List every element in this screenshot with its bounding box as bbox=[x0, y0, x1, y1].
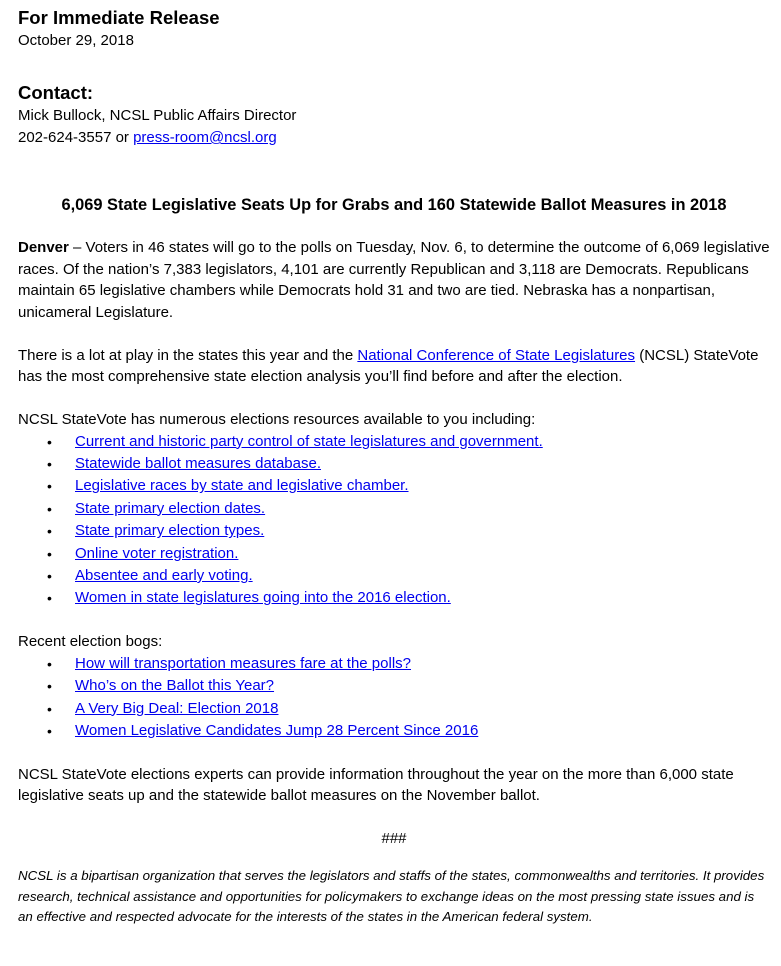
headline: 6,069 State Legislative Seats Up for Grabs and 160 Statewide Ballot Measures in 2018 bbox=[61, 196, 727, 214]
blog-link[interactable]: How will transportation measures fare at the polls? bbox=[75, 654, 411, 672]
bullet-icon: • bbox=[47, 500, 52, 517]
intro-paragraph bbox=[18, 237, 770, 323]
contact-line bbox=[18, 127, 770, 149]
resource-link[interactable]: Statewide ballot measures database. bbox=[75, 454, 321, 472]
list-item bbox=[18, 720, 770, 742]
bullet-icon: • bbox=[47, 700, 52, 717]
list-item bbox=[18, 565, 770, 587]
bullet-icon: • bbox=[47, 567, 52, 584]
intro-text: – Voters in 46 states will go to the polls on Tuesday, Nov. 6, to determine the outcome of 6,069 legislative races. Of the nation’s 7,383 legislators, 4,101 are currently Republican and 3,118 are Democrats. Republicans maintain 65 legislative chambers while Democrats hold 31 and two are tied. Nebraska has a nonpartisan, unicameral Legislature. bbox=[18, 239, 770, 321]
resource-link[interactable]: State primary election types. bbox=[75, 522, 265, 540]
resource-link[interactable]: Legislative races by state and legislative chamber. bbox=[75, 477, 409, 495]
contact-heading: Contact: bbox=[18, 82, 94, 103]
end-marker: ### bbox=[381, 830, 407, 848]
contact-phone: 202-624-3557 or bbox=[18, 129, 134, 146]
ncsl-link[interactable]: National Conference of State Legislatures bbox=[357, 346, 636, 364]
list-item bbox=[18, 431, 770, 453]
bullet-icon: • bbox=[47, 523, 52, 540]
list-item bbox=[18, 675, 770, 697]
list-item bbox=[18, 453, 770, 475]
list-item bbox=[18, 475, 770, 497]
blogs-list bbox=[18, 653, 770, 743]
statevote-before: There is a lot at play in the states this year and the bbox=[18, 346, 358, 364]
release-date: October 29, 2018 bbox=[18, 32, 134, 49]
list-item bbox=[18, 520, 770, 542]
resource-link[interactable]: Absentee and early voting. bbox=[75, 566, 253, 584]
bullet-icon: • bbox=[47, 590, 52, 607]
list-item bbox=[18, 698, 770, 720]
bullet-icon: • bbox=[47, 478, 52, 495]
list-item bbox=[18, 653, 770, 675]
resource-link[interactable]: State primary election dates. bbox=[75, 499, 266, 517]
bullet-icon: • bbox=[47, 655, 52, 672]
list-item bbox=[18, 498, 770, 520]
list-item bbox=[18, 543, 770, 565]
resources-intro: NCSL StateVote has numerous elections resources available to you including: bbox=[18, 411, 536, 428]
statevote-after: (NCSL) StateVote has the most comprehensive state election analysis you’ll find before and after the election. bbox=[18, 346, 759, 385]
blog-link[interactable]: A Very Big Deal: Election 2018 bbox=[75, 699, 279, 717]
resources-list bbox=[18, 431, 770, 610]
resource-link[interactable]: Women in state legislatures going into the 2016 election. bbox=[75, 589, 451, 607]
bullet-icon: • bbox=[47, 433, 52, 450]
blog-link[interactable]: Women Legislative Candidates Jump 28 Percent Since 2016 bbox=[75, 721, 479, 739]
bullet-icon: • bbox=[47, 678, 52, 695]
bullet-icon: • bbox=[47, 722, 52, 739]
contact-email-link[interactable]: press-room@ncsl.org bbox=[133, 129, 277, 146]
bullet-icon: • bbox=[47, 545, 52, 562]
closing-paragraph: NCSL StateVote elections experts can provide information throughout the year on the more than 6,000 state legislative seats up and the statewide ballot measures on the November ballot. bbox=[18, 765, 734, 805]
contact-name: Mick Bullock, NCSL Public Affairs Director bbox=[18, 107, 297, 124]
boilerplate-footer: NCSL is a bipartisan organization that serves the legislators and staffs of the states, commonwealths and territories. It provides research, technical assistance and opportunities for policymakers to exchange ideas on the most pressing state issues and is an effective and respected advocate for the interests of the states in the American federal system. bbox=[18, 868, 765, 925]
statevote-paragraph bbox=[18, 345, 770, 388]
list-item bbox=[18, 587, 770, 609]
press-release-document bbox=[18, 6, 770, 928]
resource-link[interactable]: Online voter registration. bbox=[75, 544, 239, 562]
resource-link[interactable]: Current and historic party control of state legislatures and government. bbox=[75, 432, 543, 450]
blogs-intro: Recent election bogs: bbox=[18, 633, 163, 651]
release-heading: For Immediate Release bbox=[18, 7, 220, 28]
bullet-icon: • bbox=[47, 455, 52, 472]
blog-link[interactable]: Who’s on the Ballot this Year? bbox=[75, 677, 275, 695]
intro-lead: Denver bbox=[18, 239, 69, 256]
